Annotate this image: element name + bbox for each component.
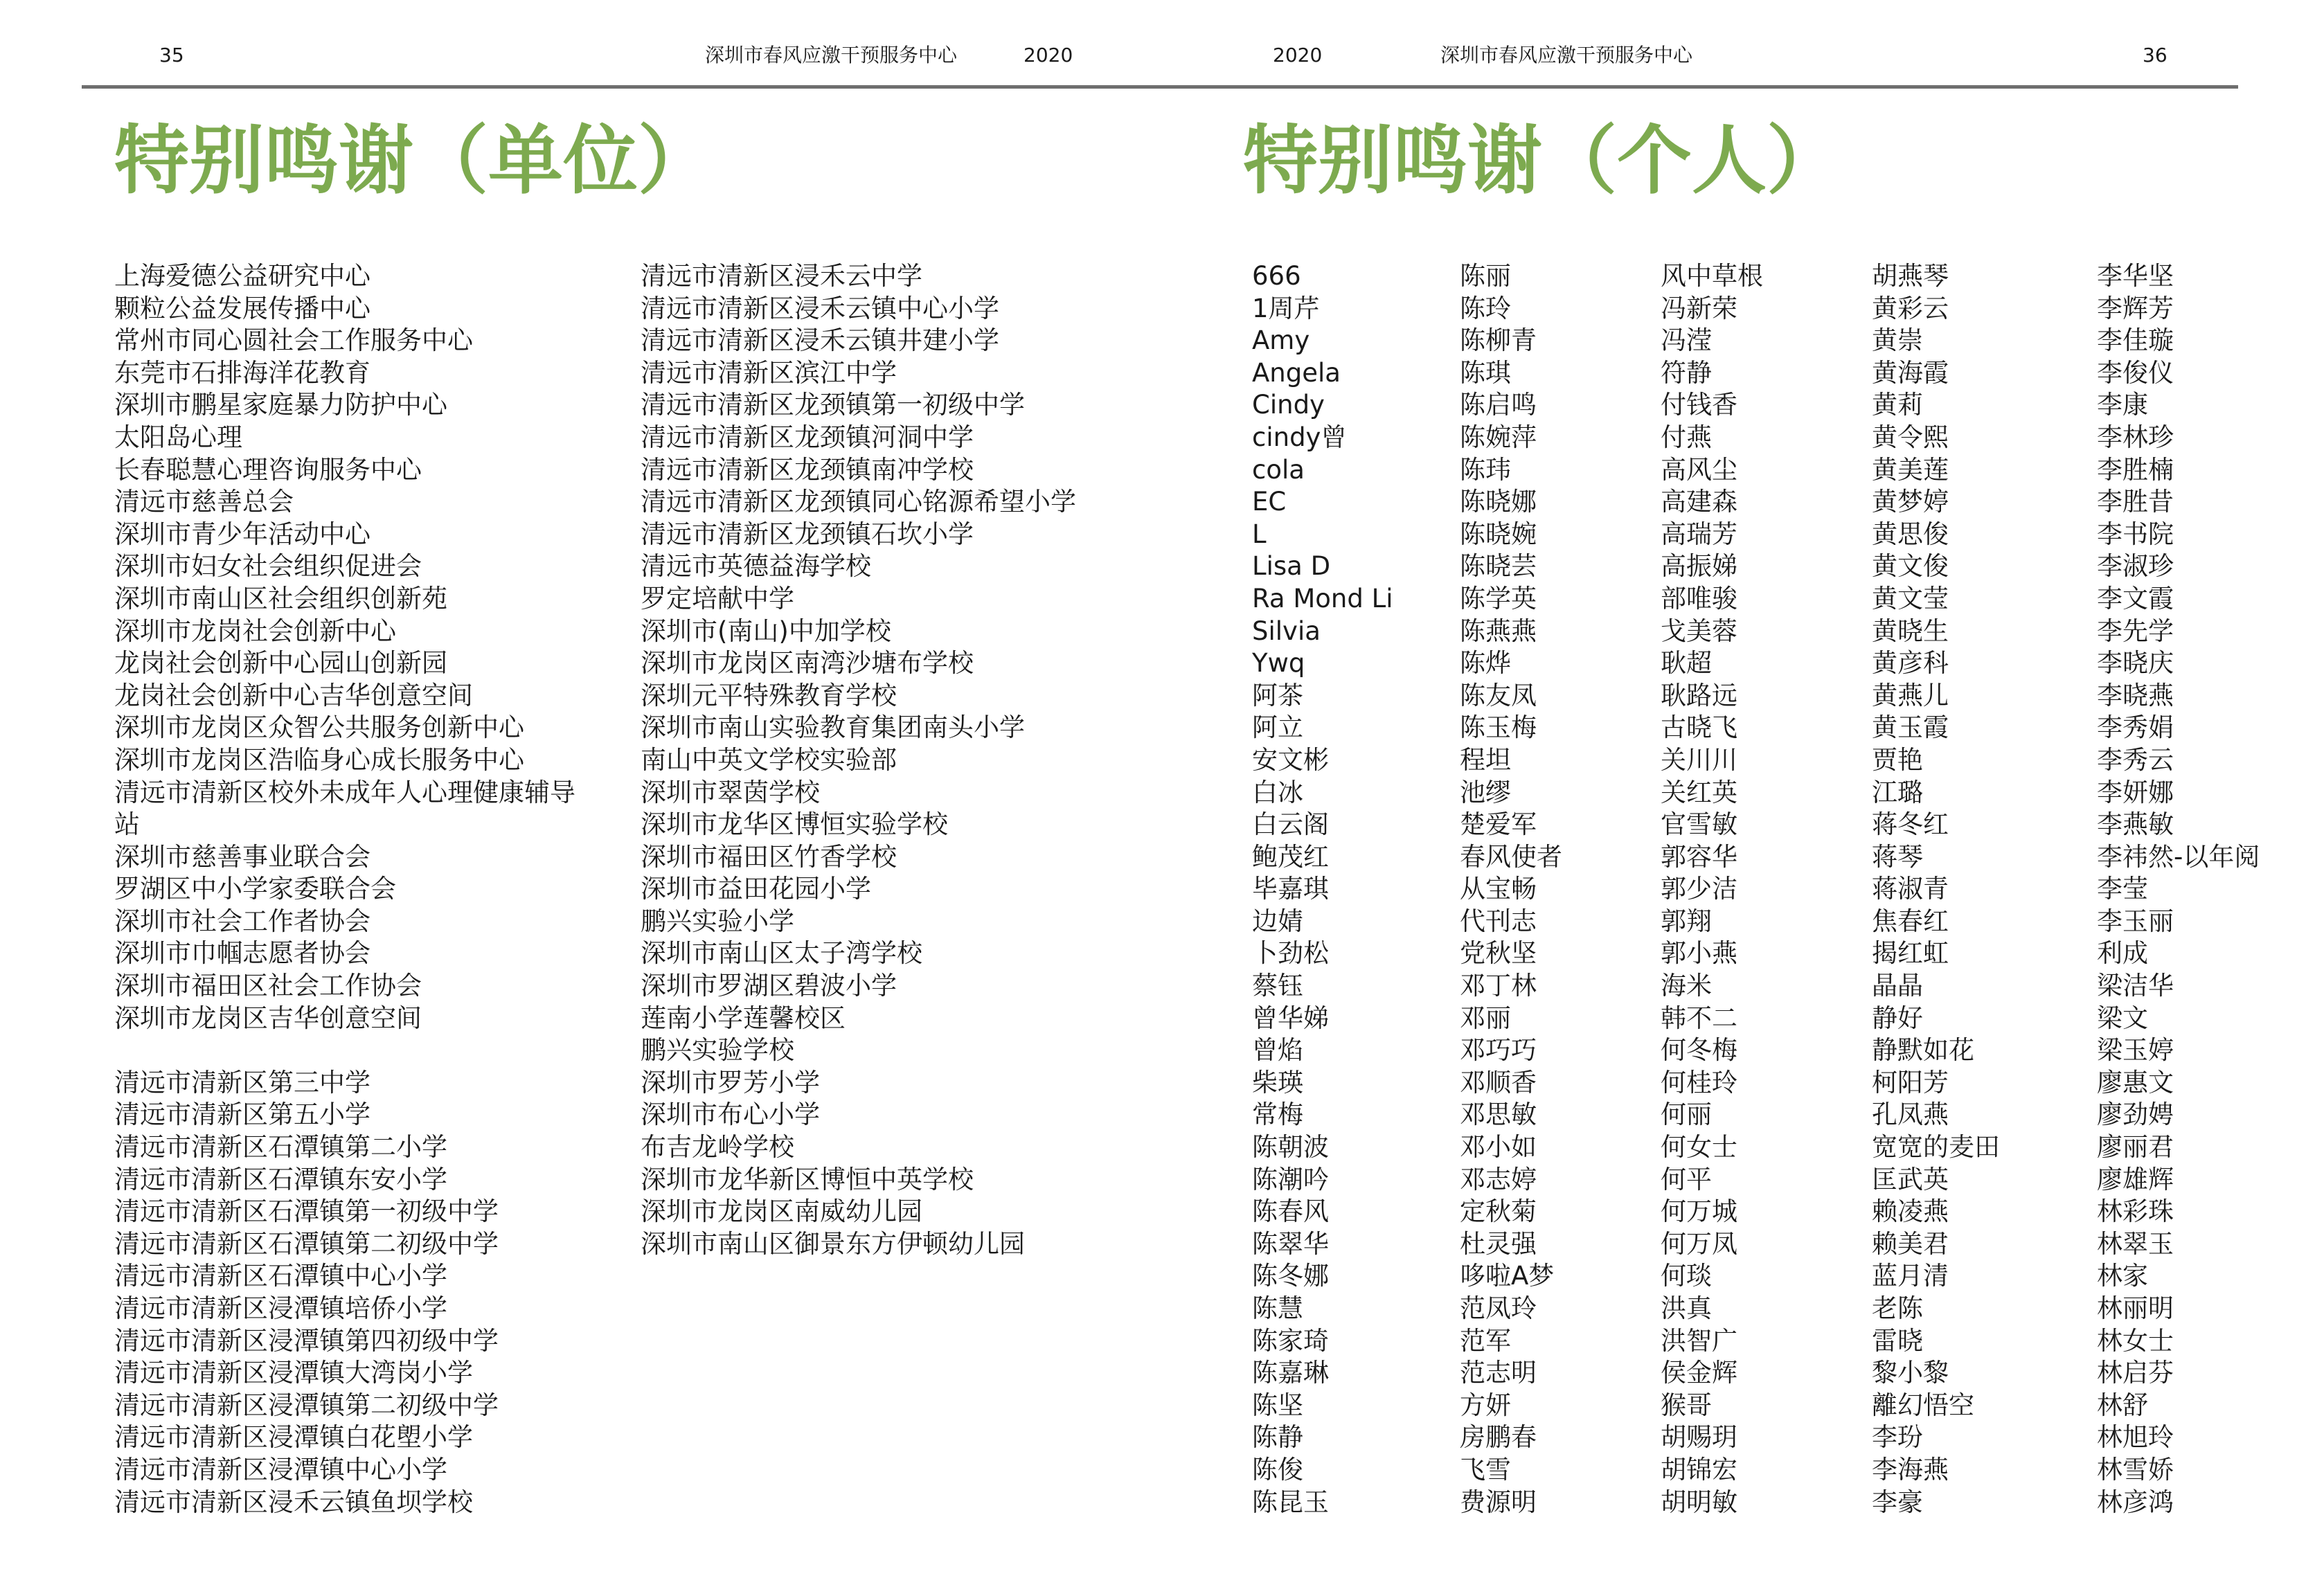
list-item: 廖雄辉	[2097, 1164, 2174, 1194]
list-item: 何琰	[1661, 1261, 1712, 1291]
list-item: 海米	[1661, 971, 1712, 1001]
list-item: 黄彦科	[1872, 648, 1949, 679]
list-item: 何女士	[1661, 1132, 1737, 1163]
list-item: 胡燕琴	[1872, 261, 1949, 291]
list-item: 范军	[1460, 1325, 1511, 1356]
list-item: 陈静	[1252, 1422, 1303, 1453]
list-item: 长春聪慧心理咨询服务中心	[114, 454, 422, 485]
list-item: 陈坚	[1252, 1390, 1303, 1420]
list-item: 林丽明	[2097, 1293, 2174, 1323]
right-page-title: 特别鸣谢（个人）	[1243, 117, 1842, 204]
list-item: 匡武英	[1872, 1164, 1949, 1194]
list-item: 江璐	[1872, 777, 1923, 807]
list-item: 深圳市南山区社会组织创新苑	[114, 583, 447, 613]
list-item: 林女士	[2097, 1325, 2174, 1356]
list-item: 代刊志	[1460, 906, 1537, 936]
list-item: 李秀云	[2097, 744, 2174, 775]
list-item: 郭小燕	[1661, 938, 1737, 969]
list-item: 常梅	[1252, 1100, 1303, 1130]
list-item: 清远市清新区校外未成年人心理健康辅导	[114, 777, 575, 807]
list-spacer	[114, 1034, 575, 1067]
list-item: 曾华娣	[1252, 1003, 1329, 1033]
list-item: 李华坚	[2097, 261, 2174, 291]
list-item: 布吉龙岭学校	[641, 1132, 794, 1163]
list-item: 陈玮	[1460, 454, 1511, 485]
list-item: 房鹏春	[1460, 1422, 1537, 1453]
list-item: 李辉芳	[2097, 293, 2174, 323]
header-divider	[82, 85, 2238, 89]
list-item: 鹏兴实验学校	[641, 1035, 794, 1066]
list-item: 清远市慈善总会	[114, 487, 294, 517]
header-right-org: 深圳市春风应激干预服务中心	[1440, 44, 1693, 66]
persons-column-4	[1872, 260, 2000, 1518]
list-item: 耿路远	[1661, 680, 1737, 710]
list-item: Lisa D	[1252, 551, 1331, 582]
list-item: 鲍茂红	[1252, 841, 1329, 872]
list-item: 陈婉萍	[1460, 422, 1537, 452]
list-item: 付钱香	[1661, 390, 1737, 420]
header-left-page-number: 35	[159, 44, 184, 66]
list-item: 陈慧	[1252, 1293, 1303, 1323]
list-item: 黄文莹	[1872, 583, 1949, 613]
list-item: 范志明	[1460, 1358, 1537, 1388]
list-item: 黄彩云	[1872, 293, 1949, 323]
list-item: Silvia	[1252, 616, 1321, 646]
list-item: 陈春风	[1252, 1196, 1329, 1227]
header-right-page-number: 36	[2143, 44, 2167, 66]
list-item: 胡锦宏	[1661, 1454, 1737, 1485]
list-item: 邓丁林	[1460, 971, 1537, 1001]
list-item: 梁玉婷	[2097, 1035, 2174, 1066]
list-item: 黎小黎	[1872, 1358, 1949, 1388]
list-item: 龙岗社会创新中心吉华创意空间	[114, 680, 473, 710]
list-item: 深圳市龙岗区南威幼儿园	[641, 1196, 922, 1227]
list-item: 深圳市(南山)中加学校	[641, 616, 891, 646]
list-item: 何桂玲	[1661, 1067, 1737, 1097]
list-item: 陈玲	[1460, 293, 1511, 323]
list-item: 林彩珠	[2097, 1196, 2174, 1227]
list-item: 黄燕儿	[1872, 680, 1949, 710]
list-item: 风中草根	[1661, 261, 1763, 291]
persons-column-2	[1460, 260, 1562, 1518]
list-item: 陈翠华	[1252, 1228, 1329, 1259]
list-item: 林启芬	[2097, 1358, 2174, 1388]
list-item: cola	[1252, 454, 1305, 485]
list-item: 冯滢	[1661, 325, 1712, 356]
list-item: 666	[1252, 261, 1301, 291]
list-item: 林家	[2097, 1261, 2148, 1291]
list-item: 蔡钰	[1252, 971, 1303, 1001]
list-item: 清远市清新区石潭镇第二小学	[114, 1132, 447, 1163]
list-item: 黄令熙	[1872, 422, 1949, 452]
list-item: 李胜昔	[2097, 487, 2174, 517]
list-item: 高风尘	[1661, 454, 1737, 485]
list-item: 利成	[2097, 938, 2148, 969]
list-item: 黄玉霞	[1872, 712, 1949, 743]
list-item: 清远市清新区龙颈镇石坎小学	[641, 519, 974, 549]
list-item: 阿茶	[1252, 680, 1303, 710]
list-item: 深圳市龙岗区浩临身心成长服务中心	[114, 744, 524, 775]
list-item: 清远市清新区第五小学	[114, 1100, 370, 1130]
persons-column-3	[1661, 260, 1763, 1518]
list-item: 胡赐玥	[1661, 1422, 1737, 1453]
list-item: 清远市清新区龙颈镇同心铭源希望小学	[641, 487, 1076, 517]
list-item: 梁洁华	[2097, 971, 2174, 1001]
list-item: 蒋冬红	[1872, 809, 1949, 840]
list-item: 罗定培献中学	[641, 583, 794, 613]
list-item: 李莹	[2097, 874, 2148, 904]
list-item: 李文霞	[2097, 583, 2174, 613]
list-item: 陈琪	[1460, 357, 1511, 388]
list-item: 清远市英德益海学校	[641, 551, 871, 582]
list-item: 高振娣	[1661, 551, 1737, 582]
list-item: 上海爱德公益研究中心	[114, 261, 370, 291]
list-item: 深圳市龙岗社会创新中心	[114, 616, 396, 646]
list-item: 符静	[1661, 357, 1712, 388]
list-item: 陈晓芸	[1460, 551, 1537, 582]
list-item: 深圳市布心小学	[641, 1100, 820, 1130]
list-item: 林旭玲	[2097, 1422, 2174, 1453]
list-item: 李晓燕	[2097, 680, 2174, 710]
list-item: 廖劲娉	[2097, 1100, 2174, 1130]
list-item: 李胜楠	[2097, 454, 2174, 485]
list-item: 黄晓生	[1872, 616, 1949, 646]
list-item: 龙岗社会创新中心园山创新园	[114, 648, 447, 679]
list-item: 梁文	[2097, 1003, 2148, 1033]
list-item: cindy曾	[1252, 422, 1347, 452]
list-item: 李佳璇	[2097, 325, 2174, 356]
list-item: 黄文俊	[1872, 551, 1949, 582]
list-item: 陈潮吟	[1252, 1164, 1329, 1194]
list-item: 清远市清新区浸潭镇第二初级中学	[114, 1390, 499, 1420]
list-item: 侯金辉	[1661, 1358, 1737, 1388]
list-item: 老陈	[1872, 1293, 1923, 1323]
list-item: 孔凤燕	[1872, 1100, 1949, 1130]
list-item: 高建森	[1661, 487, 1737, 517]
list-item: 春风使者	[1460, 841, 1562, 872]
list-item: 洪真	[1661, 1293, 1712, 1323]
list-item: 古晓飞	[1661, 712, 1737, 743]
list-item: 清远市清新区石潭镇第二初级中学	[114, 1228, 499, 1259]
list-item: 曾焰	[1252, 1035, 1303, 1066]
list-item: 李豪	[1872, 1487, 1923, 1517]
list-item: 飞雪	[1460, 1454, 1511, 1485]
list-item: 李书院	[2097, 519, 2174, 549]
list-item: 官雪敏	[1661, 809, 1737, 840]
list-item: 洪智广	[1661, 1325, 1737, 1356]
list-item: 白冰	[1252, 777, 1303, 807]
list-item: 鹏兴实验小学	[641, 906, 794, 936]
list-item: 李俊仪	[2097, 357, 2174, 388]
list-item: 林舒	[2097, 1390, 2148, 1420]
list-item: Angela	[1252, 357, 1341, 388]
list-item: 清远市清新区浸禾云镇井建小学	[641, 325, 999, 356]
list-item: 陈俊	[1252, 1454, 1303, 1485]
list-item: 陈嘉琳	[1252, 1358, 1329, 1388]
list-item: 廖丽君	[2097, 1132, 2174, 1163]
list-item: 深圳市龙岗区众智公共服务创新中心	[114, 712, 524, 743]
list-item: 清远市清新区浸禾云中学	[641, 261, 922, 291]
list-item: 杜灵强	[1460, 1228, 1537, 1259]
list-item: 郭翔	[1661, 906, 1712, 936]
list-item: 静好	[1872, 1003, 1923, 1033]
list-item: 陈启鸣	[1460, 390, 1537, 420]
list-item: 蒋琴	[1872, 841, 1923, 872]
list-item: 李祎然-以年阅	[2097, 841, 2260, 872]
list-item: 深圳市龙岗区南湾沙塘布学校	[641, 648, 974, 679]
list-item: 楚爱军	[1460, 809, 1537, 840]
list-item: 党秋坚	[1460, 938, 1537, 969]
persons-column-5	[2097, 260, 2260, 1518]
list-item: 深圳市罗芳小学	[641, 1067, 820, 1097]
list-item: 贾艳	[1872, 744, 1923, 775]
list-item: 陈燕燕	[1460, 616, 1537, 646]
list-item: 李晓庆	[2097, 648, 2174, 679]
list-item: 清远市清新区龙颈镇第一初级中学	[641, 390, 1025, 420]
list-item: 程坦	[1460, 744, 1511, 775]
list-item: 離幻悟空	[1872, 1390, 1974, 1420]
list-item: 黄思俊	[1872, 519, 1949, 549]
list-item: 关红英	[1661, 777, 1737, 807]
list-item: 猴哥	[1661, 1390, 1712, 1420]
list-item: 邓顺香	[1460, 1067, 1537, 1097]
list-item: 池缪	[1460, 777, 1511, 807]
list-item: 清远市清新区浸禾云镇鱼坝学校	[114, 1487, 473, 1517]
list-item: 何丽	[1661, 1100, 1712, 1130]
list-item: 邓志婷	[1460, 1164, 1537, 1194]
list-item: 常州市同心圆社会工作服务中心	[114, 325, 473, 356]
list-item: 宽宽的麦田	[1872, 1132, 2000, 1163]
list-item: 白云阁	[1252, 809, 1329, 840]
list-item: EC	[1252, 487, 1287, 517]
list-item: 蒋淑青	[1872, 874, 1949, 904]
list-item: 李燕敏	[2097, 809, 2174, 840]
list-item: 深圳市福田区社会工作协会	[114, 971, 422, 1001]
list-item: L	[1252, 519, 1267, 549]
list-item: 郭容华	[1661, 841, 1737, 872]
list-item: 林彦鸿	[2097, 1487, 2174, 1517]
list-item: 深圳市龙岗区吉华创意空间	[114, 1003, 422, 1033]
list-item: 深圳市慈善事业联合会	[114, 841, 370, 872]
list-item: 罗湖区中小学家委联合会	[114, 874, 396, 904]
list-item: 颗粒公益发展传播中心	[114, 293, 370, 323]
list-item: 太阳岛心理	[114, 422, 242, 452]
list-item: 清远市清新区石潭镇东安小学	[114, 1164, 447, 1194]
list-item: 李玉丽	[2097, 906, 2174, 936]
list-item: 蓝月清	[1872, 1261, 1949, 1291]
list-item: 李先学	[2097, 616, 2174, 646]
list-item: 深圳市巾帼志愿者协会	[114, 938, 370, 969]
list-item: 柴瑛	[1252, 1067, 1303, 1097]
list-item: 高瑞芳	[1661, 519, 1737, 549]
list-item: 黄崇	[1872, 325, 1923, 356]
list-item: 陈友凤	[1460, 680, 1537, 710]
list-item: 静默如花	[1872, 1035, 1974, 1066]
list-item: 陈晓婉	[1460, 519, 1537, 549]
list-item: 陈冬娜	[1252, 1261, 1329, 1291]
list-item: 冯新荣	[1661, 293, 1737, 323]
list-item: 卜劲松	[1252, 938, 1329, 969]
list-item: 部唯骏	[1661, 583, 1737, 613]
left-page-title: 特别鸣谢（单位）	[114, 117, 713, 204]
list-item: 费源明	[1460, 1487, 1537, 1517]
list-item: 清远市清新区龙颈镇河洞中学	[641, 422, 974, 452]
units-column-2	[641, 260, 1076, 1260]
list-item: 雷晓	[1872, 1325, 1923, 1356]
list-item: 韩不二	[1661, 1003, 1737, 1033]
list-item: 陈烨	[1460, 648, 1511, 679]
list-item: 黄海霞	[1872, 357, 1949, 388]
list-item: 陈晓娜	[1460, 487, 1537, 517]
list-item: 深圳市南山区御景东方伊顿幼儿园	[641, 1228, 1025, 1259]
list-item: 赖凌燕	[1872, 1196, 1949, 1227]
list-item: 何冬梅	[1661, 1035, 1737, 1066]
list-item: Cindy	[1252, 390, 1325, 420]
list-item: Amy	[1252, 325, 1310, 356]
list-item: 深圳市社会工作者协会	[114, 906, 370, 936]
list-item: 清远市清新区浸潭镇中心小学	[114, 1454, 447, 1485]
list-item: 陈学英	[1460, 583, 1537, 613]
header-right-year: 2020	[1273, 44, 1323, 66]
list-item: 陈玉梅	[1460, 712, 1537, 743]
list-item: 柯阳芳	[1872, 1067, 1949, 1097]
list-item: 李康	[2097, 390, 2148, 420]
list-item: 邓巧巧	[1460, 1035, 1537, 1066]
list-item: 何平	[1661, 1164, 1712, 1194]
list-item: 范凤玲	[1460, 1293, 1537, 1323]
list-item: 耿超	[1661, 648, 1712, 679]
list-item: Ra Mond Li	[1252, 583, 1393, 613]
list-item: 南山中英文学校实验部	[641, 744, 897, 775]
list-item: 关川川	[1661, 744, 1737, 775]
list-item: 清远市清新区浸潭镇培侨小学	[114, 1293, 447, 1323]
list-item: 站	[114, 809, 140, 840]
list-item: 黄莉	[1872, 390, 1923, 420]
list-item: 深圳市南山实验教育集团南头小学	[641, 712, 1025, 743]
header-left-year: 2020	[1024, 44, 1073, 66]
list-item: 陈家琦	[1252, 1325, 1329, 1356]
list-item: 黄梦婷	[1872, 487, 1949, 517]
list-item: 深圳市益田花园小学	[641, 874, 871, 904]
list-item: 邓小如	[1460, 1132, 1537, 1163]
list-item: 深圳市龙华区博恒实验学校	[641, 809, 948, 840]
list-item: 李淑珍	[2097, 551, 2174, 582]
list-item: 戈美蓉	[1661, 616, 1737, 646]
list-item: 何万凤	[1661, 1228, 1737, 1259]
list-item: 深圳市青少年活动中心	[114, 519, 370, 549]
list-item: 方妍	[1460, 1390, 1511, 1420]
list-item: 深圳元平特殊教育学校	[641, 680, 897, 710]
list-item: 李海燕	[1872, 1454, 1949, 1485]
list-item: 清远市清新区浸潭镇白花塱小学	[114, 1422, 473, 1453]
list-item: 赖美君	[1872, 1228, 1949, 1259]
list-item: 清远市清新区滨江中学	[641, 357, 897, 388]
list-item: 清远市清新区浸潭镇第四初级中学	[114, 1325, 499, 1356]
list-item: 李秀娟	[2097, 712, 2174, 743]
list-item: 清远市清新区第三中学	[114, 1067, 370, 1097]
list-item: 深圳市罗湖区碧波小学	[641, 971, 897, 1001]
list-item: 深圳市鹏星家庭暴力防护中心	[114, 390, 447, 420]
persons-column-1	[1252, 260, 1393, 1518]
list-item: 清远市清新区浸禾云镇中心小学	[641, 293, 999, 323]
list-item: 阿立	[1252, 712, 1303, 743]
list-item: 清远市清新区石潭镇中心小学	[114, 1261, 447, 1291]
list-item: 李林珍	[2097, 422, 2174, 452]
list-item: 定秋菊	[1460, 1196, 1537, 1227]
list-item: 焦春红	[1872, 906, 1949, 936]
list-item: 陈丽	[1460, 261, 1511, 291]
list-item: 邓思敏	[1460, 1100, 1537, 1130]
header-left-org: 深圳市春风应激干预服务中心	[705, 44, 958, 66]
list-item: 陈柳青	[1460, 325, 1537, 356]
list-item: 付燕	[1661, 422, 1712, 452]
list-item: 边婧	[1252, 906, 1303, 936]
list-item: 清远市清新区石潭镇第一初级中学	[114, 1196, 499, 1227]
list-item: 东莞市石排海洋花教育	[114, 357, 370, 388]
units-column-1	[114, 260, 575, 1518]
list-item: 深圳市南山区太子湾学校	[641, 938, 922, 969]
list-item: 晶晶	[1872, 971, 1923, 1001]
list-item: 李玢	[1872, 1422, 1923, 1453]
list-item: 哆啦A梦	[1460, 1261, 1555, 1291]
list-item: 黄美莲	[1872, 454, 1949, 485]
list-item: 深圳市翠茵学校	[641, 777, 820, 807]
list-item: 廖惠文	[2097, 1067, 2174, 1097]
list-item: 清远市清新区龙颈镇南冲学校	[641, 454, 974, 485]
list-item: 何万城	[1661, 1196, 1737, 1227]
list-item: 陈昆玉	[1252, 1487, 1329, 1517]
list-item: 胡明敏	[1661, 1487, 1737, 1517]
list-item: 郭少洁	[1661, 874, 1737, 904]
list-item: 1周芹	[1252, 293, 1320, 323]
list-item: 从宝畅	[1460, 874, 1537, 904]
list-item: 安文彬	[1252, 744, 1329, 775]
list-item: 深圳市福田区竹香学校	[641, 841, 897, 872]
list-item: 邓丽	[1460, 1003, 1511, 1033]
list-item: 李妍娜	[2097, 777, 2174, 807]
list-item: 毕嘉琪	[1252, 874, 1329, 904]
list-item: 深圳市龙华新区博恒中英学校	[641, 1164, 974, 1194]
list-item: 莲南小学莲馨校区	[641, 1003, 846, 1033]
list-item: 林雪娇	[2097, 1454, 2174, 1485]
list-item: 揭红虹	[1872, 938, 1949, 969]
list-item: 林翠玉	[2097, 1228, 2174, 1259]
list-item: Ywq	[1252, 648, 1305, 679]
list-item: 深圳市妇女社会组织促进会	[114, 551, 422, 582]
list-item: 清远市清新区浸潭镇大湾岗小学	[114, 1358, 473, 1388]
list-item: 陈朝波	[1252, 1132, 1329, 1163]
